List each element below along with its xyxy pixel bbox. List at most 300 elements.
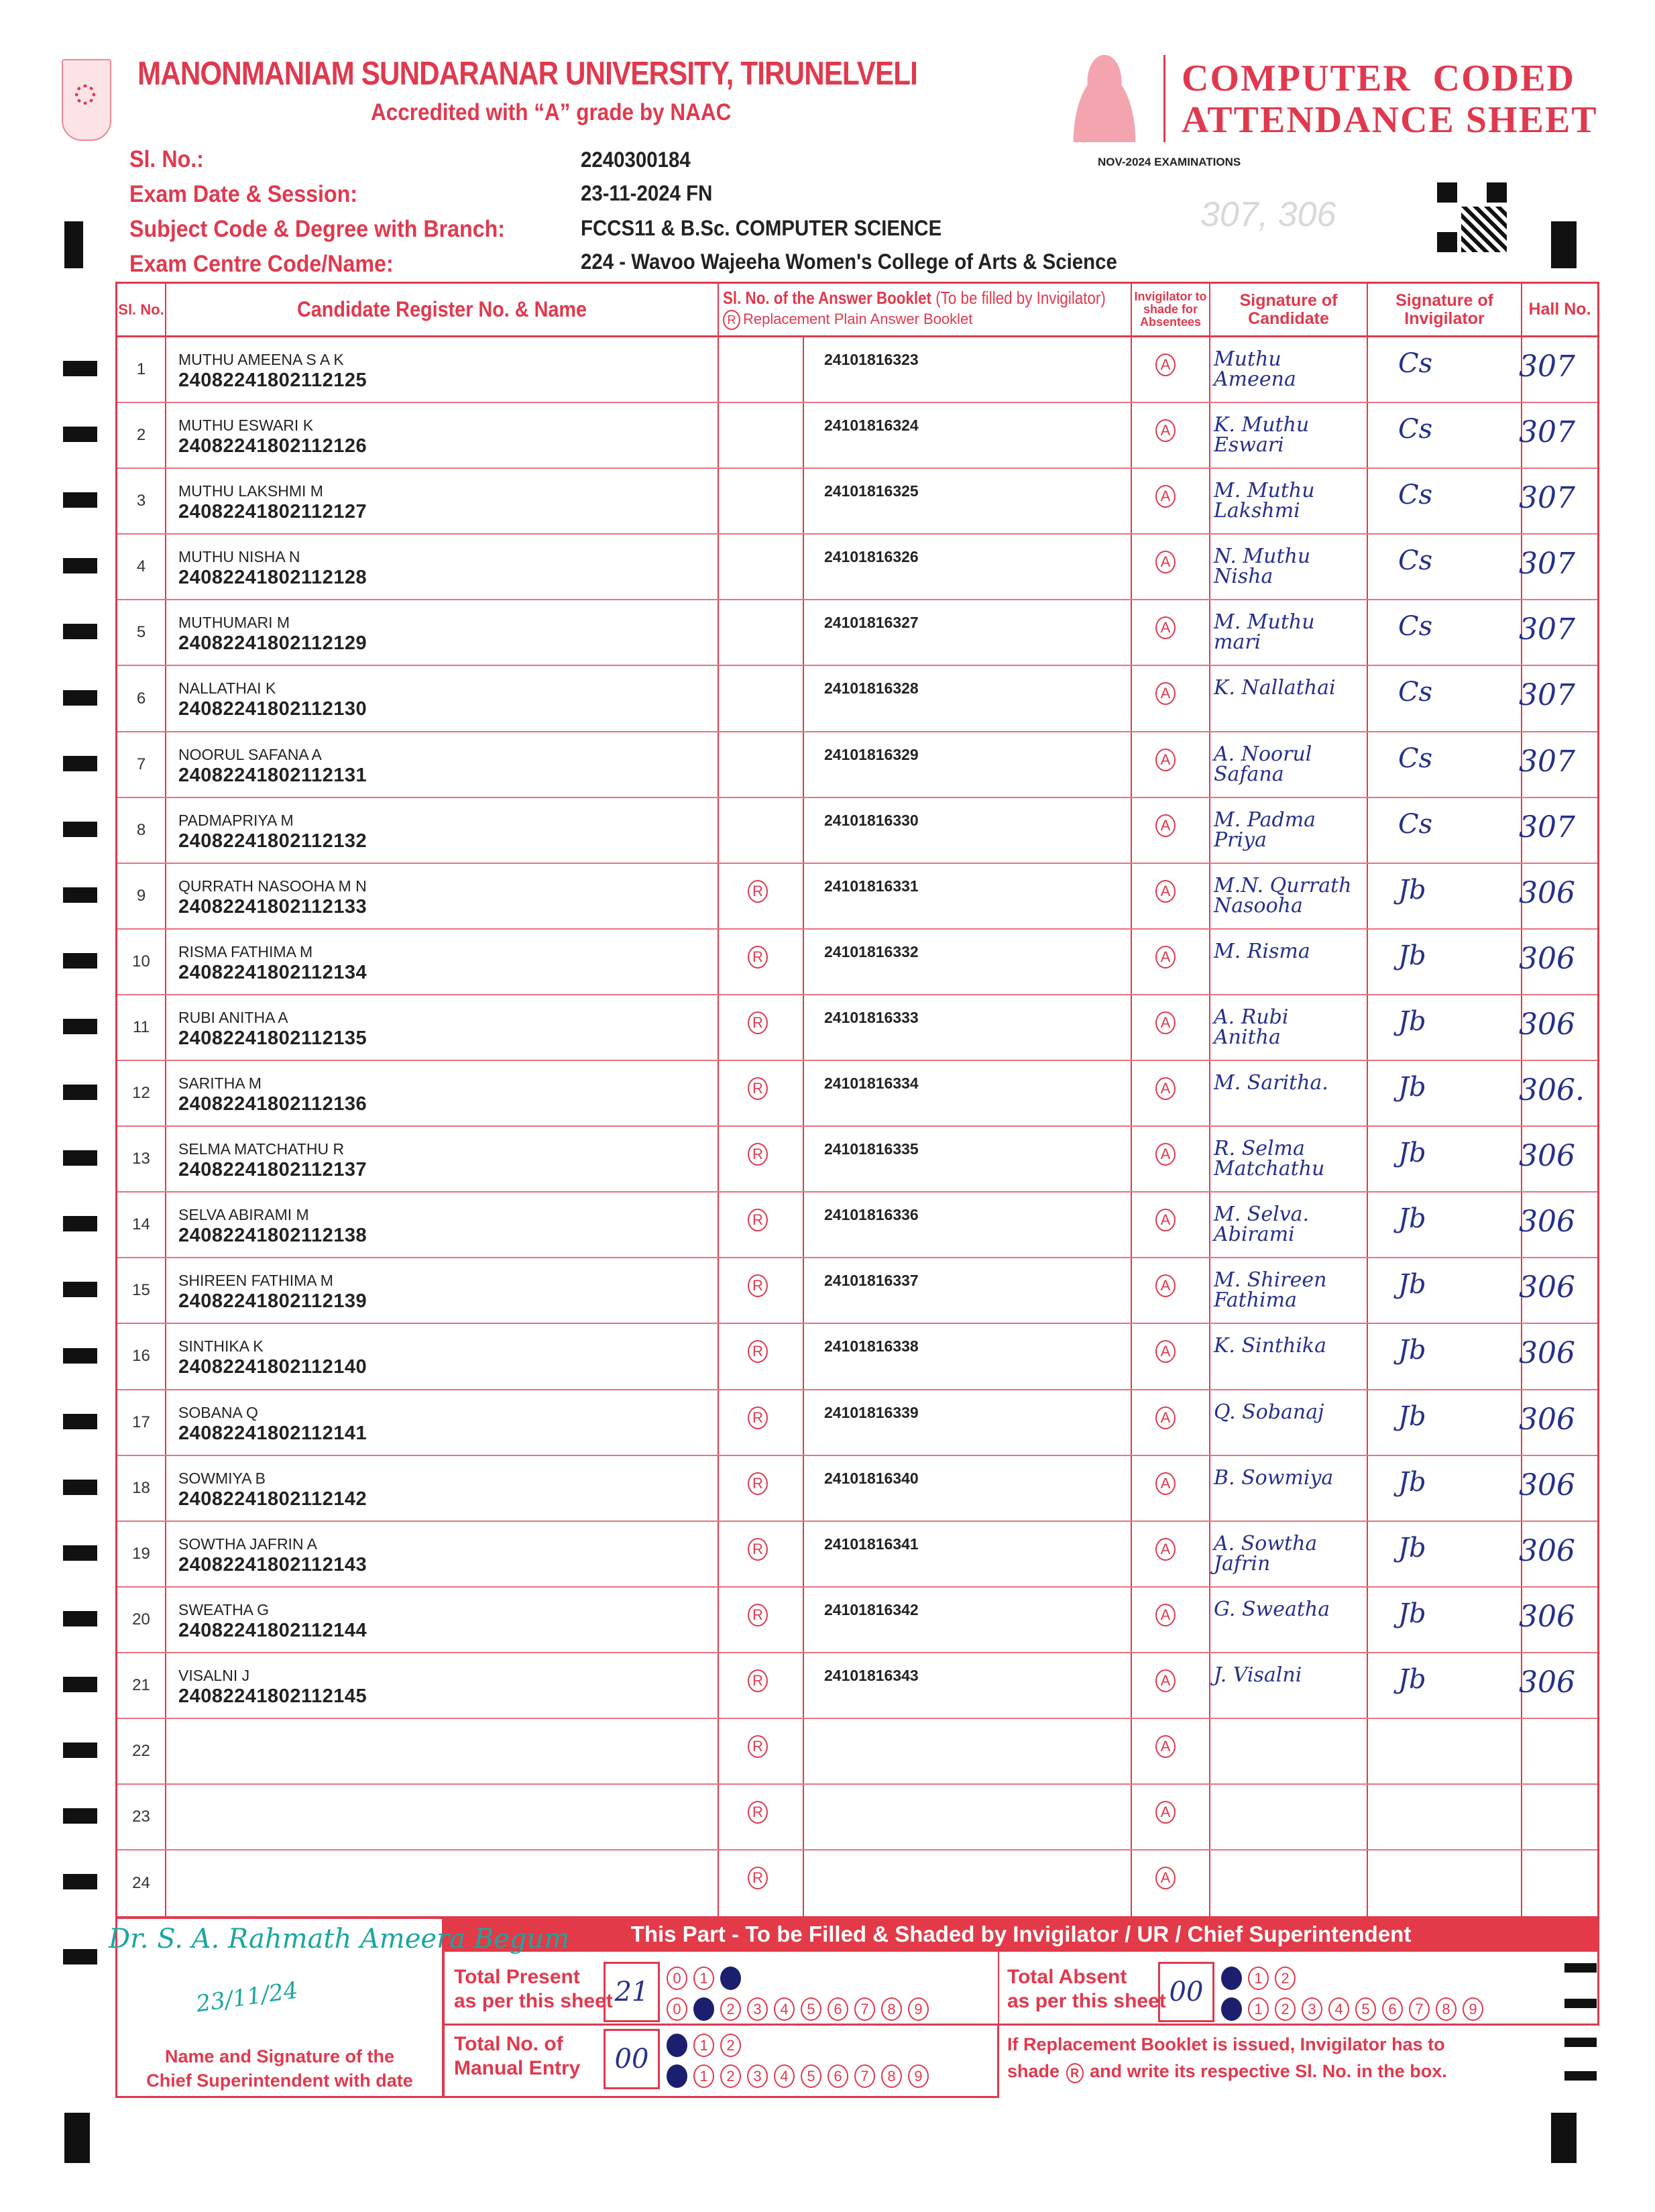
manual-entry-label-line1: Total No. of bbox=[454, 2033, 563, 2055]
university-logo bbox=[62, 59, 111, 141]
header-booklet bbox=[719, 284, 1131, 335]
header-absentee: Invigilator to shade for Absentees bbox=[1134, 290, 1207, 329]
table-row bbox=[117, 1785, 1597, 1850]
invigilator-signature[interactable]: Cs bbox=[1398, 677, 1433, 708]
replacement-bubble[interactable] bbox=[748, 616, 768, 639]
candidate-register-no: 24082241802112142 bbox=[178, 1488, 367, 1510]
invigilator-signature[interactable]: Cs bbox=[1398, 808, 1433, 840]
replacement-bubble[interactable]: R bbox=[748, 1867, 768, 1889]
total-present-field[interactable]: 21 bbox=[604, 1962, 660, 2022]
total-absent-label-line2: as per this sheet bbox=[1007, 1990, 1166, 2012]
omr-bubble-3[interactable]: 3 bbox=[747, 2064, 768, 2088]
candidate-signature[interactable]: M. Shireen Fathima bbox=[1214, 1268, 1327, 1313]
omr-bubble-5[interactable]: 5 bbox=[801, 2064, 821, 2088]
candidate-signature[interactable]: A. Rubi Anitha bbox=[1214, 1005, 1289, 1049]
row-sl-no: 1 bbox=[136, 360, 146, 379]
row-sl-no: 14 bbox=[132, 1215, 150, 1234]
omr-bubble-7[interactable]: 7 bbox=[1409, 1997, 1430, 2021]
invigilator-signature[interactable]: Jb bbox=[1398, 1598, 1426, 1629]
sl-no-label: Sl. No.: bbox=[129, 146, 204, 172]
omr-bubble-8[interactable]: 8 bbox=[881, 1997, 902, 2021]
table-row bbox=[117, 1850, 1597, 1916]
replacement-bubble[interactable]: R bbox=[748, 1604, 768, 1626]
candidate-register-no: 24082241802112143 bbox=[178, 1553, 367, 1575]
table-row bbox=[117, 337, 1597, 403]
omr-bubble-4[interactable]: 4 bbox=[1328, 1997, 1349, 2021]
answer-booklet-no[interactable]: 24101816325 bbox=[824, 482, 919, 500]
row-sl-no: 2 bbox=[136, 426, 146, 445]
replacement-note bbox=[1007, 2031, 1447, 2085]
invigilator-signature[interactable]: Cs bbox=[1398, 414, 1433, 445]
omr-bubble-7[interactable]: 7 bbox=[854, 1997, 875, 2021]
omr-bubble-0[interactable]: 0 bbox=[667, 2064, 687, 2088]
omr-bubble-6[interactable]: 6 bbox=[828, 2064, 848, 2088]
table-body bbox=[117, 337, 1597, 1916]
candidate-register-no: 24082241802112126 bbox=[178, 435, 367, 457]
invigilator-signature[interactable]: Jb bbox=[1398, 1072, 1426, 1103]
candidate-name: MUTHU AMEENA S A K bbox=[178, 351, 344, 368]
manual-entry-tens-bubbles[interactable] bbox=[667, 2034, 747, 2057]
answer-booklet-no[interactable]: 24101816324 bbox=[824, 417, 919, 435]
invigilator-signature[interactable]: Jb bbox=[1398, 940, 1426, 971]
omr-bubble-0[interactable]: 0 bbox=[1221, 1967, 1242, 1990]
candidate-signature[interactable]: N. Muthu Nisha bbox=[1214, 545, 1311, 589]
replacement-bubble[interactable]: R bbox=[748, 1801, 768, 1824]
candidate-name: SWEATHA G bbox=[178, 1600, 270, 1618]
timing-mark-corner-top-left bbox=[64, 221, 83, 268]
timing-mark-left bbox=[63, 624, 97, 639]
table-row bbox=[117, 535, 1597, 600]
gear-emblem-icon bbox=[75, 85, 95, 105]
omr-bubble-3[interactable]: 3 bbox=[1302, 1997, 1322, 2021]
candidate-register-no: 24082241802112129 bbox=[178, 632, 367, 655]
candidate-signature[interactable]: M. Padma Priya bbox=[1214, 808, 1316, 852]
hall-no[interactable]: 306 bbox=[1519, 1336, 1575, 1371]
invigilator-signature[interactable]: Jb bbox=[1398, 874, 1426, 905]
table-row bbox=[117, 1719, 1597, 1785]
answer-booklet-no[interactable]: 24101816331 bbox=[824, 877, 919, 895]
omr-bubble-2[interactable]: 2 bbox=[720, 1997, 741, 2021]
hall-no[interactable]: 307 bbox=[1519, 415, 1575, 450]
total-absent-label bbox=[1007, 1965, 1166, 2013]
replacement-bubble[interactable] bbox=[748, 551, 768, 573]
replacement-bubble[interactable]: R bbox=[748, 1209, 768, 1231]
total-present-tens-bubbles[interactable] bbox=[667, 1967, 747, 1990]
replacement-bubble[interactable] bbox=[748, 682, 768, 705]
hall-no[interactable]: 307 bbox=[1519, 547, 1575, 582]
omr-bubble-9[interactable]: 9 bbox=[1463, 1997, 1483, 2021]
absent-bubble[interactable]: A bbox=[1155, 1406, 1176, 1429]
hall-no[interactable]: 306 bbox=[1519, 1139, 1575, 1174]
omr-bubble-0[interactable]: 0 bbox=[1221, 1997, 1242, 2021]
candidate-signature[interactable]: K. Nallathai bbox=[1214, 676, 1336, 700]
absent-bubble[interactable]: A bbox=[1155, 1274, 1176, 1297]
omr-bubble-4[interactable]: 4 bbox=[774, 1997, 795, 2021]
absent-bubble[interactable]: A bbox=[1155, 682, 1176, 705]
candidate-name: RISMA FATHIMA M bbox=[178, 942, 313, 960]
answer-booklet-no[interactable]: 24101816336 bbox=[824, 1206, 919, 1224]
candidate-register-no: 24082241802112137 bbox=[178, 1159, 367, 1181]
table-row bbox=[117, 1324, 1597, 1390]
replacement-bubble[interactable]: R bbox=[748, 946, 768, 969]
invigilator-signature[interactable]: Cs bbox=[1398, 545, 1433, 577]
invigilator-signature[interactable]: Cs bbox=[1398, 742, 1433, 774]
sl-no-value: 2240300184 bbox=[581, 148, 691, 172]
absent-bubble[interactable]: A bbox=[1155, 1209, 1176, 1231]
founder-portrait-image bbox=[1065, 55, 1144, 142]
total-present-label bbox=[454, 1965, 613, 2013]
absent-bubble[interactable]: A bbox=[1155, 1143, 1176, 1166]
omr-bubble-0[interactable]: 0 bbox=[667, 2034, 687, 2057]
invigilator-section bbox=[109, 1917, 1599, 2098]
section-banner: This Part - To be Filled & Shaded by Invigilator / UR / Chief Superintendent bbox=[443, 1917, 1599, 1952]
superintendent-label-line2: Chief Superintendent with date bbox=[146, 2070, 413, 2091]
invigilator-signature[interactable]: Jb bbox=[1398, 1400, 1426, 1432]
omr-bubble-1[interactable]: 1 bbox=[693, 2064, 714, 2088]
answer-booklet-no[interactable]: 24101816343 bbox=[824, 1666, 919, 1684]
row-sl-no: 12 bbox=[132, 1084, 150, 1103]
hall-no[interactable]: 307 bbox=[1519, 481, 1575, 516]
candidate-name: VISALNI J bbox=[178, 1666, 250, 1684]
absent-bubble[interactable]: A bbox=[1155, 946, 1176, 969]
row-sl-no: 22 bbox=[132, 1742, 150, 1761]
omr-bubble-8[interactable]: 8 bbox=[1436, 1997, 1457, 2021]
timing-mark-left bbox=[63, 1949, 97, 1965]
replacement-r-icon: R bbox=[1066, 2063, 1084, 2083]
total-absent-field[interactable]: 00 bbox=[1158, 1962, 1214, 2022]
replacement-bubble[interactable]: R bbox=[748, 1143, 768, 1166]
candidate-signature[interactable]: A. Noorul Safana bbox=[1214, 742, 1312, 786]
hall-no[interactable]: 306 bbox=[1519, 1533, 1575, 1568]
timing-mark-left bbox=[63, 1216, 97, 1231]
invigilator-signature[interactable]: Jb bbox=[1398, 1335, 1426, 1366]
candidate-register-no: 24082241802112136 bbox=[178, 1093, 367, 1115]
exam-date-label: Exam Date & Session: bbox=[129, 181, 358, 207]
omr-bubble-5[interactable]: 5 bbox=[801, 1997, 821, 2021]
answer-booklet-no[interactable]: 24101816335 bbox=[824, 1140, 919, 1158]
table-row bbox=[117, 1127, 1597, 1193]
candidate-signature[interactable]: Q. Sobanaj bbox=[1214, 1400, 1324, 1424]
header-invigilator-signature: Signature of Invigilator bbox=[1395, 291, 1493, 328]
omr-bubble-2[interactable]: 2 bbox=[720, 2034, 741, 2057]
candidate-signature[interactable]: A. Sowtha Jafrin bbox=[1214, 1531, 1318, 1575]
answer-booklet-no[interactable]: 24101816328 bbox=[824, 679, 919, 698]
candidate-signature[interactable]: M. Selva. Abirami bbox=[1214, 1203, 1310, 1247]
timing-mark-corner-bottom-right bbox=[1551, 2113, 1577, 2163]
absent-bubble[interactable]: A bbox=[1155, 1604, 1176, 1626]
absent-bubble[interactable]: A bbox=[1155, 551, 1176, 573]
total-absent-label-line1: Total Absent bbox=[1007, 1966, 1127, 1988]
absent-bubble[interactable]: A bbox=[1155, 1077, 1176, 1100]
answer-booklet-no[interactable]: 24101816334 bbox=[824, 1074, 919, 1093]
candidate-signature[interactable]: Muthu Ameena bbox=[1214, 347, 1296, 391]
superintendent-date: 23/11/24 bbox=[194, 1977, 300, 2018]
replacement-bubble[interactable] bbox=[748, 749, 768, 771]
omr-bubble-5[interactable]: 5 bbox=[1355, 1997, 1376, 2021]
absent-bubble[interactable]: A bbox=[1155, 1538, 1176, 1561]
replacement-bubble[interactable] bbox=[748, 814, 768, 837]
omr-bubble-2[interactable]: 2 bbox=[720, 2064, 741, 2088]
header-hall-no: Hall No. bbox=[1528, 300, 1591, 319]
row-sl-no: 3 bbox=[136, 492, 146, 510]
replacement-bubble[interactable] bbox=[748, 419, 768, 442]
invigilator-signature[interactable]: Cs bbox=[1398, 611, 1433, 643]
absent-bubble[interactable]: A bbox=[1155, 616, 1176, 639]
hall-no[interactable]: 306 bbox=[1519, 1599, 1575, 1634]
invigilator-signature[interactable]: Jb bbox=[1398, 1532, 1426, 1563]
absent-bubble[interactable]: A bbox=[1155, 1340, 1176, 1363]
row-sl-no: 19 bbox=[132, 1544, 150, 1563]
candidate-signature[interactable]: K. Sinthika bbox=[1214, 1334, 1326, 1358]
candidate-name: RUBI ANITHA A bbox=[178, 1008, 288, 1026]
absent-bubble[interactable]: A bbox=[1155, 1867, 1176, 1889]
replacement-note-line1: If Replacement Booklet is issued, Invigilator has to bbox=[1007, 2034, 1445, 2054]
answer-booklet-no[interactable]: 24101816337 bbox=[824, 1272, 919, 1290]
replacement-bubble[interactable]: R bbox=[748, 1274, 768, 1297]
answer-booklet-no[interactable]: 24101816323 bbox=[824, 351, 919, 368]
candidate-signature[interactable]: M.N. Qurrath Nasooha bbox=[1214, 873, 1352, 918]
candidate-name: SINTHIKA K bbox=[178, 1337, 264, 1356]
hall-no[interactable]: 306 bbox=[1519, 1007, 1575, 1042]
subject-value: FCCS11 & B.Sc. COMPUTER SCIENCE bbox=[581, 216, 942, 240]
invigilator-signature[interactable]: Jb bbox=[1398, 1269, 1426, 1301]
absent-bubble[interactable]: A bbox=[1155, 353, 1176, 376]
candidate-name: SHIREEN FATHIMA M bbox=[178, 1272, 333, 1290]
answer-booklet-no[interactable]: 24101816333 bbox=[824, 1008, 919, 1026]
table-row bbox=[117, 1456, 1597, 1522]
answer-booklet-no[interactable]: 24101816332 bbox=[824, 942, 919, 960]
answer-booklet-no[interactable]: 24101816326 bbox=[824, 548, 919, 566]
replacement-bubble[interactable] bbox=[748, 485, 768, 508]
timing-mark-left bbox=[63, 1019, 97, 1034]
omr-bubble-7[interactable]: 7 bbox=[854, 2064, 875, 2088]
pencil-note: 307, 306 bbox=[1200, 195, 1336, 234]
total-absent-units-bubbles[interactable] bbox=[1221, 1997, 1489, 2021]
replacement-bubble[interactable]: R bbox=[748, 1406, 768, 1429]
timing-mark-left bbox=[63, 1414, 97, 1429]
omr-bubble-9[interactable]: 9 bbox=[908, 2064, 929, 2088]
exam-session-label: NOV-2024 EXAMINATIONS bbox=[1098, 156, 1241, 168]
table-row bbox=[117, 1193, 1597, 1258]
hall-no[interactable]: 306 bbox=[1519, 875, 1575, 910]
header-divider bbox=[1163, 55, 1165, 142]
omr-bubble-1[interactable]: 1 bbox=[1248, 1967, 1269, 1990]
table-row bbox=[117, 666, 1597, 732]
replacement-bubble[interactable]: R bbox=[748, 1669, 768, 1692]
manual-entry-field[interactable]: 00 bbox=[604, 2029, 660, 2089]
hall-no[interactable]: 306 bbox=[1519, 1468, 1575, 1502]
header-candidate: Candidate Register No. & Name bbox=[296, 296, 587, 321]
absent-bubble[interactable]: A bbox=[1155, 1011, 1176, 1034]
answer-booklet-no[interactable]: 24101816330 bbox=[824, 811, 919, 829]
row-sl-no: 7 bbox=[136, 755, 146, 773]
timing-mark-left bbox=[63, 690, 97, 706]
omr-bubble-8[interactable]: 8 bbox=[881, 2064, 902, 2088]
candidate-name: SOWTHA JAFRIN A bbox=[178, 1535, 318, 1553]
omr-bubble-0[interactable]: 0 bbox=[667, 1997, 687, 2021]
answer-booklet-no[interactable]: 24101816340 bbox=[824, 1469, 919, 1487]
hall-no[interactable]: 307 bbox=[1519, 810, 1575, 844]
table-row bbox=[117, 1653, 1597, 1719]
candidate-register-no: 24082241802112135 bbox=[178, 1027, 367, 1049]
candidate-name: QURRATH NASOOHA M N bbox=[178, 877, 367, 895]
table-row bbox=[117, 600, 1597, 666]
replacement-bubble[interactable]: R bbox=[748, 1538, 768, 1561]
candidate-signature[interactable]: J. Visalni bbox=[1214, 1663, 1302, 1687]
superintendent-label-line1: Name and Signature of the bbox=[164, 2046, 395, 2066]
timing-mark-left bbox=[63, 953, 97, 969]
absent-bubble[interactable]: A bbox=[1155, 1735, 1176, 1758]
absent-bubble[interactable]: A bbox=[1155, 814, 1176, 837]
omr-bubble-9[interactable]: 9 bbox=[908, 1997, 929, 2021]
row-sl-no: 23 bbox=[132, 1808, 150, 1826]
answer-booklet-no[interactable]: 24101816329 bbox=[824, 745, 919, 763]
invigilator-signature[interactable]: Jb bbox=[1398, 1138, 1426, 1169]
total-present-label-line2: as per this sheet bbox=[454, 1990, 613, 2012]
replacement-bubble[interactable]: R bbox=[748, 1077, 768, 1100]
omr-bubble-1[interactable]: 1 bbox=[693, 2034, 714, 2057]
absent-bubble[interactable]: A bbox=[1155, 749, 1176, 771]
candidate-register-no: 24082241802112125 bbox=[178, 370, 367, 391]
timing-mark-left bbox=[63, 1085, 97, 1100]
table-row bbox=[117, 1061, 1597, 1127]
invigilator-signature[interactable]: Cs bbox=[1398, 480, 1433, 511]
invigilator-signature[interactable]: Jb bbox=[1398, 1005, 1426, 1037]
answer-booklet-no[interactable]: 24101816342 bbox=[824, 1600, 919, 1618]
omr-bubble-1[interactable]: 1 bbox=[1248, 1997, 1269, 2021]
candidate-name: SARITHA M bbox=[178, 1074, 262, 1093]
row-sl-no: 17 bbox=[132, 1413, 150, 1431]
hall-no[interactable]: 306 bbox=[1519, 1402, 1575, 1437]
invigilator-signature[interactable]: Cs bbox=[1398, 348, 1433, 379]
row-sl-no: 24 bbox=[132, 1874, 150, 1893]
hall-no[interactable]: 306. bbox=[1519, 1073, 1585, 1108]
invigilator-signature[interactable]: Jb bbox=[1398, 1466, 1426, 1498]
hall-no[interactable]: 307 bbox=[1519, 744, 1575, 779]
timing-mark-left bbox=[63, 1545, 97, 1561]
timing-mark-left bbox=[63, 756, 97, 771]
hall-no[interactable]: 307 bbox=[1519, 349, 1575, 384]
total-absent-tens-bubbles[interactable] bbox=[1221, 1967, 1302, 1990]
candidate-name: SELVA ABIRAMI M bbox=[178, 1206, 309, 1224]
invigilator-signature[interactable]: Jb bbox=[1398, 1663, 1426, 1695]
hall-no[interactable]: 306 bbox=[1519, 1665, 1575, 1700]
absent-bubble[interactable]: A bbox=[1155, 419, 1176, 442]
replacement-bubble[interactable]: R bbox=[748, 1340, 768, 1363]
hall-no[interactable]: 306 bbox=[1519, 1270, 1575, 1305]
superintendent-signature: Dr. S. A. Rahmath Ameera Begum bbox=[109, 1924, 570, 1954]
absent-bubble[interactable]: A bbox=[1155, 1801, 1176, 1824]
invigilator-signature[interactable]: Jb bbox=[1398, 1203, 1426, 1235]
manual-entry-units-bubbles[interactable] bbox=[667, 2064, 935, 2088]
manual-entry-label bbox=[454, 2032, 580, 2081]
timing-mark-left bbox=[63, 1480, 97, 1495]
candidate-register-no: 24082241802112144 bbox=[178, 1619, 367, 1641]
hall-no[interactable]: 306 bbox=[1519, 1205, 1575, 1239]
candidate-signature[interactable]: M. Muthu mari bbox=[1214, 610, 1315, 655]
row-sl-no: 10 bbox=[132, 952, 150, 971]
candidate-signature[interactable]: M. Saritha. bbox=[1214, 1071, 1328, 1095]
replacement-bubble[interactable] bbox=[748, 353, 768, 376]
omr-bubble-3[interactable]: 3 bbox=[747, 1997, 768, 2021]
answer-booklet-no[interactable]: 24101816341 bbox=[824, 1535, 919, 1553]
timing-mark-left bbox=[63, 361, 97, 376]
hall-no[interactable]: 306 bbox=[1519, 941, 1575, 976]
total-present-label-line1: Total Present bbox=[454, 1966, 580, 1988]
candidate-signature[interactable]: B. Sowmiya bbox=[1214, 1466, 1334, 1490]
omr-bubble-4[interactable]: 4 bbox=[774, 2064, 795, 2088]
omr-bubble-0[interactable]: 0 bbox=[667, 1967, 687, 1990]
qr-code bbox=[1437, 182, 1507, 252]
row-sl-no: 4 bbox=[136, 557, 146, 576]
omr-bubble-6[interactable]: 6 bbox=[828, 1997, 848, 2021]
replacement-bubble[interactable]: R bbox=[748, 1472, 768, 1495]
answer-booklet-no[interactable]: 24101816327 bbox=[824, 614, 919, 632]
absent-bubble[interactable]: A bbox=[1155, 1669, 1176, 1692]
timing-mark-left bbox=[63, 1677, 97, 1692]
row-sl-no: 9 bbox=[136, 886, 146, 905]
replacement-note-rest: and write its respective Sl. No. in the box. bbox=[1090, 2061, 1447, 2081]
candidate-register-no: 24082241802112145 bbox=[178, 1685, 367, 1707]
table-row bbox=[117, 1390, 1597, 1456]
absent-bubble[interactable]: A bbox=[1155, 485, 1176, 508]
omr-bubble-6[interactable]: 6 bbox=[1382, 1997, 1403, 2021]
table-header bbox=[117, 284, 1597, 337]
header-booklet-sub: Replacement Plain Answer Booklet bbox=[743, 311, 973, 328]
exam-date-value: 23-11-2024 FN bbox=[581, 181, 713, 205]
table-row bbox=[117, 995, 1597, 1061]
candidate-register-no: 24082241802112133 bbox=[178, 895, 367, 918]
hall-no[interactable]: 307 bbox=[1519, 612, 1575, 647]
candidate-signature[interactable]: K. Muthu Eswari bbox=[1214, 413, 1310, 457]
omr-bubble-1[interactable]: 1 bbox=[693, 1967, 714, 1990]
replacement-bubble[interactable]: R bbox=[748, 1735, 768, 1758]
absent-bubble[interactable]: A bbox=[1155, 1472, 1176, 1495]
replacement-bubble[interactable]: R bbox=[748, 1011, 768, 1034]
row-sl-no: 11 bbox=[133, 1017, 150, 1036]
answer-booklet-no[interactable]: 24101816339 bbox=[824, 1403, 919, 1421]
superintendent-label bbox=[115, 2044, 444, 2093]
candidate-signature[interactable]: R. Selma Matchathu bbox=[1214, 1137, 1325, 1181]
total-present-units-bubbles[interactable] bbox=[667, 1997, 935, 2021]
candidate-name: SOWMIYA B bbox=[178, 1469, 266, 1487]
omr-bubble-2[interactable]: 2 bbox=[1275, 1967, 1296, 1990]
centre-label: Exam Centre Code/Name: bbox=[129, 251, 394, 277]
replacement-r-icon: R bbox=[723, 310, 740, 330]
timing-mark-corner-bottom-left bbox=[64, 2113, 90, 2163]
attendance-table bbox=[115, 282, 1599, 1918]
row-sl-no: 13 bbox=[132, 1150, 150, 1168]
omr-bubble-1[interactable]: 1 bbox=[693, 1997, 714, 2021]
timing-mark-corner-top-right bbox=[1551, 221, 1577, 268]
header-candidate-signature: Signature of Candidate bbox=[1239, 291, 1338, 328]
answer-booklet-no[interactable]: 24101816338 bbox=[824, 1337, 919, 1356]
candidate-signature[interactable]: G. Sweatha bbox=[1214, 1597, 1330, 1621]
absent-bubble[interactable]: A bbox=[1155, 880, 1176, 903]
row-sl-no: 18 bbox=[132, 1478, 150, 1497]
candidate-register-no: 24082241802112139 bbox=[178, 1290, 367, 1313]
header-booklet-note: (To be filled by Invigilator) bbox=[935, 287, 1106, 308]
timing-mark-left bbox=[63, 558, 97, 573]
replacement-bubble[interactable]: R bbox=[748, 880, 768, 903]
omr-bubble-2[interactable]: 2 bbox=[1275, 1997, 1296, 2021]
omr-bubble-2[interactable]: 2 bbox=[720, 1967, 741, 1990]
candidate-signature[interactable]: M. Muthu Lakshmi bbox=[1214, 479, 1315, 523]
table-row bbox=[117, 1522, 1597, 1588]
hall-no[interactable]: 307 bbox=[1519, 678, 1575, 713]
row-sl-no: 6 bbox=[136, 689, 146, 708]
candidate-signature[interactable]: M. Risma bbox=[1214, 939, 1310, 963]
